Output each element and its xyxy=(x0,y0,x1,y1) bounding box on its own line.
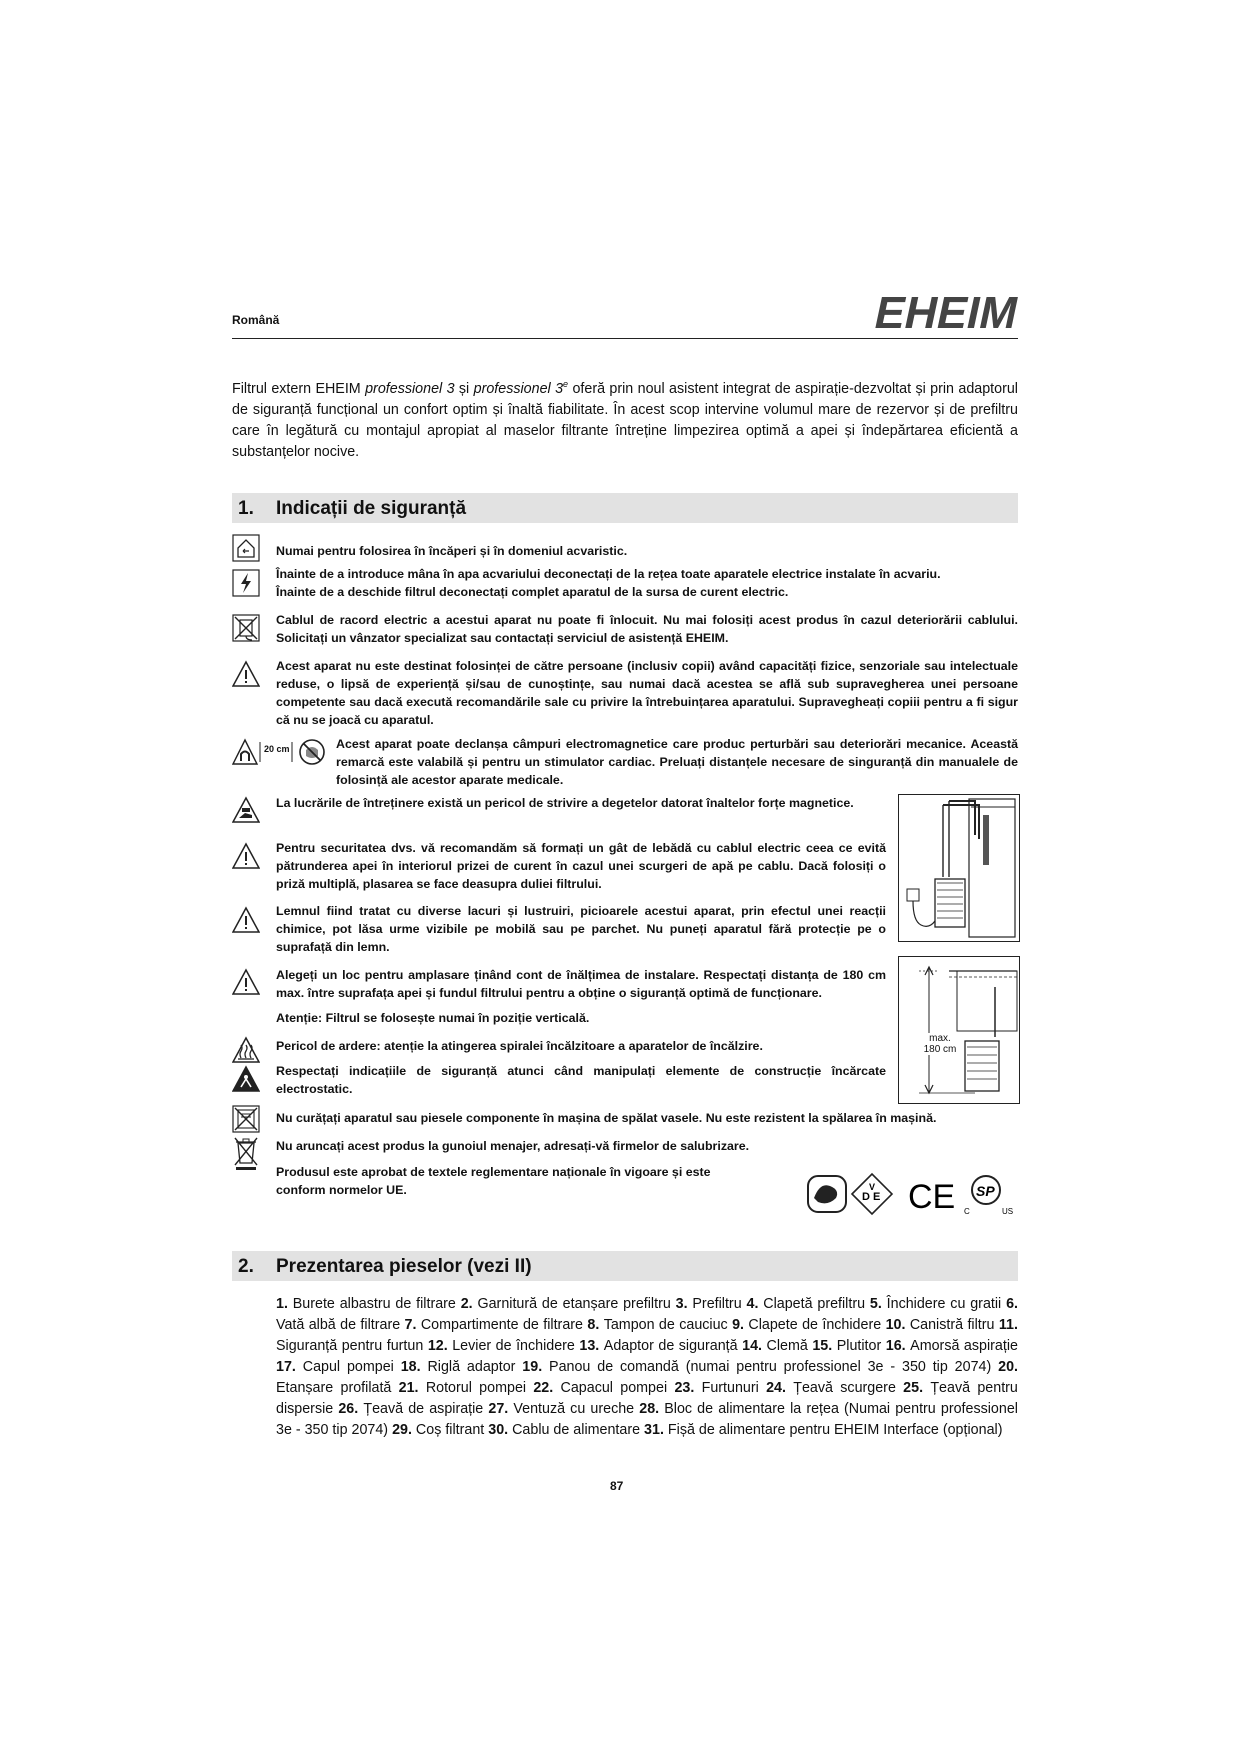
note-burn-hazard: Pericol de ardere: atenție la atingerea spiralei încălzitoare a aparatelor de încălzire. xyxy=(276,1039,763,1053)
note-wood-surface: Lemnul fiind tratat cu diverse lacuri și lustruiri, picioarele acestui aparat, prin efectul unei reacții chimice, pot lăsa urme vizibile pe mobilă sau pe parchet. Nu puneți aparatul fără protecție pe o suprafață din lemn. xyxy=(276,904,886,954)
note-vertical-position: Atenție: Filtrul se folosește numai în poziție verticală. xyxy=(276,1011,590,1025)
eheim-logo xyxy=(870,292,1018,332)
note-crush-hazard: La lucrările de întreținere există un pericol de strivire a degetelor datorat înaltelor forțe magnetice. xyxy=(276,796,854,810)
page-number: 87 xyxy=(610,1479,624,1493)
part-item: 6. Vată albă de filtrare xyxy=(276,1296,1018,1333)
note-no-dishwasher: Nu curățați aparatul sau piesele componente în mașina de spălat vasele. Nu este rezistent la spălarea în mașină. xyxy=(276,1111,937,1125)
warning-icon xyxy=(232,968,260,996)
max-height-label: max. 180 cm xyxy=(920,1033,960,1055)
crush-hazard-icon xyxy=(232,796,260,824)
part-item: 18. Riglă adaptor xyxy=(400,1359,516,1375)
weee-bin-icon xyxy=(232,1135,260,1171)
part-item: 15. Plutitor xyxy=(812,1338,882,1354)
hot-surface-icon xyxy=(232,1036,260,1064)
part-item: 5. Închidere cu gratii xyxy=(869,1296,1002,1312)
no-cable-replace-icon xyxy=(232,614,260,642)
part-item: 3. Prefiltru xyxy=(675,1296,742,1312)
part-item: 1. Burete albastru de filtrare xyxy=(276,1296,456,1312)
part-item: 27. Ventuză cu ureche xyxy=(488,1401,635,1417)
note-drip-loop: Pentru securitatea dvs. vă recomandăm să formați un gât de lebădă cu cablul electric ceea ce evită pătrunderea apei în interiorul prizei de curent în cazul unei scurgeri de apă pe cablu. Dacă folosiți o priză multiplă, plasarea se face deasupra duliei filtrului. xyxy=(276,841,886,891)
language-label: Română xyxy=(232,313,280,327)
part-item: 17. Capul pompei xyxy=(276,1359,394,1375)
part-item: 7. Compartimente de filtrare xyxy=(404,1317,583,1333)
note-disconnect-power: Înainte de a introduce mâna în apa acvariului deconectați de la rețea toate aparatele electrice instalate în acvariu. Înainte de a deschide filtrul deconectați complet aparatul de la sursa de curent electric. xyxy=(276,567,941,599)
ce-mark: CE xyxy=(908,1178,956,1216)
part-item: 19. Panou de comandă (numai pentru professionel 3e - 350 tip 2074) xyxy=(522,1359,992,1375)
svg-text:C: C xyxy=(964,1207,970,1216)
certification-marks xyxy=(806,1168,1018,1216)
svg-text:US: US xyxy=(1002,1207,1014,1216)
part-item: 23. Furtunuri xyxy=(674,1380,759,1396)
part-item: 4. Clapetă prefiltru xyxy=(746,1296,866,1312)
electric-shock-icon xyxy=(232,569,260,597)
part-item: 24. Țeavă scurgere xyxy=(766,1380,896,1396)
note-power-cable: Cablul de racord electric a acestui aparat nu poate fi înlocuit. Nu mai folosiți acest produs în cazul deteriorării cablului. Solicitați un vânzator specializat sau contactați serviciul de asistență EHEIM. xyxy=(276,613,1018,645)
no-pacemaker-icon xyxy=(298,738,326,766)
part-item: 14. Clemă xyxy=(742,1338,808,1354)
part-item: 16. Amorsă aspirație xyxy=(885,1338,1018,1354)
note-indoor-use: Numai pentru folosirea în încăperi și în domeniul acvaristic. xyxy=(276,544,628,558)
part-item: 26. Țeavă de aspirație xyxy=(338,1401,484,1417)
note-disposal: Nu aruncați acest produs la gunoiul menajer, adresați-vă firmelor de salubrizare. xyxy=(276,1139,750,1153)
part-item: 12. Levier de închidere xyxy=(427,1338,575,1354)
distance-label: 20 cm xyxy=(264,744,290,754)
section-number: 1. xyxy=(238,498,254,519)
part-item: 22. Capacul pompei xyxy=(533,1380,668,1396)
part-item: 11. Siguranță pentru furtun xyxy=(276,1317,1018,1354)
section-heading-parts xyxy=(232,1251,1018,1281)
svg-text:D: D xyxy=(862,1191,870,1203)
warning-icon xyxy=(232,660,260,688)
svg-text:SP: SP xyxy=(976,1183,995,1199)
part-item: 31. Fișă de alimentare pentru EHEIM Interface (opțional) xyxy=(644,1422,1003,1438)
part-item: 30. Cablu de alimentare xyxy=(488,1422,641,1438)
part-item: 13. Adaptor de siguranță xyxy=(579,1338,738,1354)
section-number: 2. xyxy=(238,1256,254,1277)
note-installation-height: Alegeți un loc pentru amplasare ținând cont de înălțimea de instalare. Respectați distanța de 180 cm max. între suprafața apei și fundul filtrului pentru a obține o siguranță optimă de funcționare. xyxy=(276,968,886,1000)
part-item: 29. Coș filtrant xyxy=(392,1422,485,1438)
note-electromagnetic: Acest aparat poate declanșa câmpuri electromagnetice care produc perturbări sau deteriorări mecanice. Această remarcă este valabilă și pentru un stimulator cardiac. Preluați distanțele necesare de singuranță din manualele de folosință ale acestor aparate medicale. xyxy=(336,737,1018,787)
part-item: 2. Garnitură de etanșare prefiltru xyxy=(460,1296,671,1312)
part-item: 8. Tampon de cauciuc xyxy=(587,1317,728,1333)
svg-text:V: V xyxy=(869,1182,876,1192)
no-dishwasher-icon xyxy=(232,1105,260,1133)
part-item: 21. Rotorul pompei xyxy=(398,1380,527,1396)
section-title: Prezentarea pieselor (vezi II) xyxy=(276,1256,532,1277)
part-item: 25. Țeavă pentru dispersie xyxy=(276,1380,1018,1417)
max-height-figure xyxy=(898,956,1020,1104)
note-approval: Produsul este aprobat de textele reglementare naționale în vigoare și este conform normelor UE. xyxy=(276,1165,711,1197)
part-item: 28. Bloc de alimentare la rețea (Numai pentru professionel 3e - 350 tip 2074) xyxy=(276,1401,1018,1438)
part-item: 10. Canistră filtru xyxy=(885,1317,995,1333)
header-rule xyxy=(232,338,1018,339)
warning-icon xyxy=(232,906,260,934)
intro-paragraph: Filtrul extern EHEIM professionel 3 și professionel 3e oferă prin noul asistent integrat de aspirație-dezvoltat și prin adaptorul de siguranță funcțional un confort optim și înaltă fiabilitate. În acest scop intervine volumul mare de rezervor și de prefiltru care în legătură cu montajul apropiat al maselor filtrante întreține limpezirea optimă a apei și îndepărtarea eficientă a substanțelor nocive. xyxy=(232,379,1018,460)
parts-list xyxy=(276,1294,1018,1441)
section-heading-safety xyxy=(232,493,1018,523)
section-title: Indicații de siguranță xyxy=(276,498,467,519)
part-item: 20. Etanșare profilată xyxy=(276,1359,1018,1396)
part-item: 9. Clapete de închidere xyxy=(732,1317,882,1333)
note-electrostatic: Respectați indicațiile de siguranță atunci când manipulați elemente de construcție încărcate electrostatic. xyxy=(276,1064,886,1096)
indoor-use-icon xyxy=(232,534,260,562)
note-persons-children: Acest aparat nu este destinat folosinței de către persoane (inclusiv copii) având capacități fizice, senzoriale sau intelectuale reduse, o lipsă de experiență și/sau de cunoștințe, sau numai dacă acestea se află sub supravegherea unei persoane competente sau dacă execută recomandările sale cu privire la întrebuințarea aparatului. Supravegheați copiii pentru a fi sigur că nu se joacă cu aparatul. xyxy=(276,659,1018,727)
svg-text:E: E xyxy=(873,1191,881,1203)
warning-icon xyxy=(232,842,260,870)
swan-neck-figure xyxy=(898,794,1020,942)
svg-text:EHEIM: EHEIM xyxy=(870,292,1018,332)
electrostatic-icon xyxy=(232,1065,260,1093)
